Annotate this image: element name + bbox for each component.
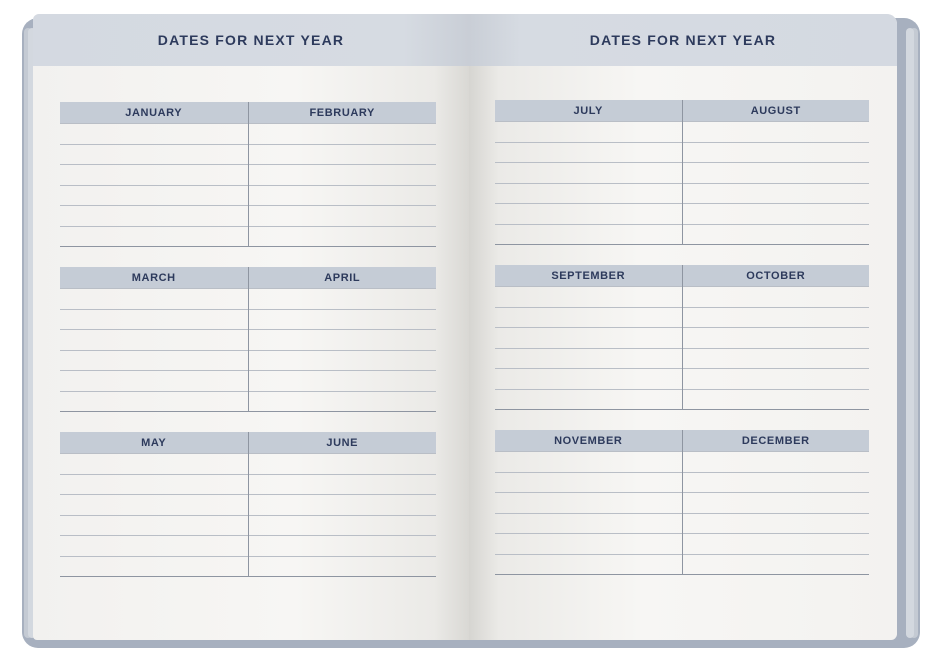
month-label: OCTOBER bbox=[682, 265, 870, 286]
writing-line bbox=[60, 411, 436, 412]
month-pair-block bbox=[495, 265, 869, 429]
page-title: DATES FOR NEXT YEAR bbox=[157, 32, 345, 48]
left-page bbox=[33, 14, 469, 640]
month-label: SEPTEMBER bbox=[551, 269, 626, 282]
writing-line bbox=[495, 244, 869, 245]
month-grid bbox=[495, 100, 869, 598]
column-divider bbox=[682, 100, 683, 244]
column-divider bbox=[248, 432, 249, 576]
writing-line bbox=[495, 409, 869, 410]
right-page bbox=[469, 14, 897, 640]
column-divider bbox=[248, 102, 249, 246]
month-label: JULY bbox=[573, 104, 603, 117]
month-label: FEBRUARY bbox=[248, 102, 437, 123]
month-pair-block bbox=[60, 432, 436, 596]
writing-line bbox=[495, 574, 869, 575]
month-pair-block bbox=[495, 100, 869, 264]
page-edge bbox=[906, 28, 914, 638]
title-band bbox=[33, 14, 469, 66]
title-band bbox=[469, 14, 897, 66]
month-label: AUGUST bbox=[682, 100, 870, 121]
column-divider bbox=[682, 265, 683, 409]
writing-line bbox=[60, 576, 436, 577]
month-label: NOVEMBER bbox=[554, 434, 623, 447]
column-divider bbox=[682, 430, 683, 574]
month-pair-block bbox=[60, 102, 436, 266]
month-label: MAY bbox=[141, 436, 167, 449]
month-label: MARCH bbox=[131, 271, 176, 284]
month-pair-block bbox=[495, 430, 869, 594]
writing-line bbox=[60, 246, 436, 247]
column-divider bbox=[248, 267, 249, 411]
page-title: DATES FOR NEXT YEAR bbox=[589, 32, 777, 48]
month-grid bbox=[60, 102, 436, 598]
month-label: APRIL bbox=[248, 267, 437, 288]
month-label: DECEMBER bbox=[682, 430, 870, 451]
month-label: JANUARY bbox=[125, 106, 183, 119]
month-pair-block bbox=[60, 267, 436, 431]
month-label: JUNE bbox=[248, 432, 437, 453]
